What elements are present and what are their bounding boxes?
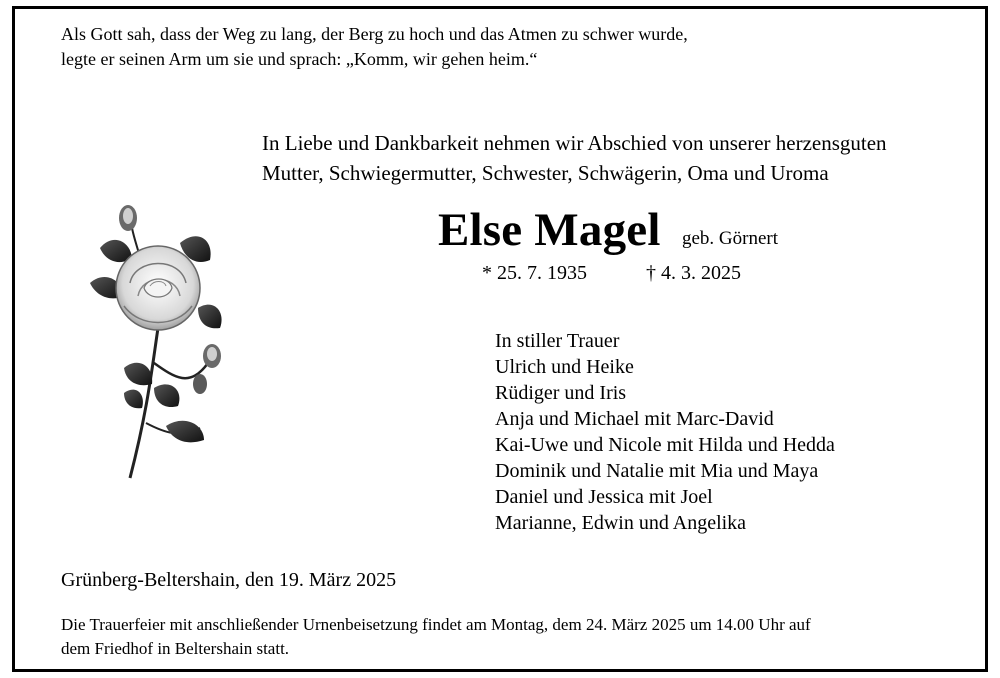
- deceased-name: Else Magel: [438, 204, 661, 256]
- motto-quote: Als Gott sah, dass der Weg zu lang, der Berg zu hoch und das Atmen zu schwer wurde, legte er seinen Arm um sie und sprach: „Komm, wir gehen heim.“: [61, 24, 688, 69]
- mourners-list: [495, 328, 835, 536]
- mourner-line: Anja und Michael mit Marc-David: [495, 408, 774, 430]
- mourner-line: Marianne, Edwin und Angelika: [495, 512, 747, 534]
- funeral-notice: Die Trauerfeier mit anschließender Urnenbeisetzung findet am Montag, dem 24. März 2025 um 14.00 Uhr auf dem Friedhof in Beltershain statt.: [61, 615, 811, 658]
- mourner-line: Kai-Uwe und Nicole mit Hilda und Hedda: [495, 434, 835, 456]
- rose-icon: [80, 188, 240, 488]
- birth-date: * 25. 7. 1935: [482, 262, 587, 284]
- farewell-intro: In Liebe und Dankbarkeit nehmen wir Abschied von unserer herzensguten Mutter, Schwiegermutter, Schwester, Schwägerin, Oma und Uroma: [262, 131, 887, 185]
- mourner-line: In stiller Trauer: [495, 330, 620, 352]
- death-date: † 4. 3. 2025: [646, 262, 741, 284]
- maiden-name: geb. Görnert: [682, 228, 779, 249]
- mourner-line: Rüdiger und Iris: [495, 382, 627, 404]
- place-and-date: Grünberg-Beltershain, den 19. März 2025: [61, 569, 397, 591]
- mourner-line: Daniel und Jessica mit Joel: [495, 486, 713, 508]
- mourner-line: Dominik und Natalie mit Mia und Maya: [495, 460, 819, 482]
- mourner-line: Ulrich und Heike: [495, 356, 634, 378]
